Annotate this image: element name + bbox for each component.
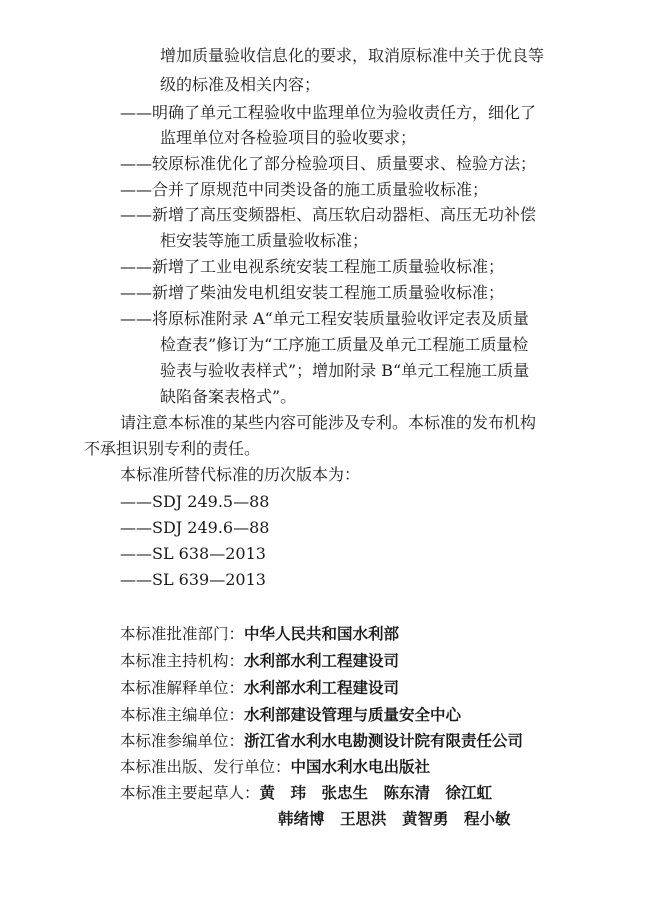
change-item-wrap: 缺陷备案表格式”。: [160, 387, 297, 406]
metadata-row-publisher: [120, 757, 430, 777]
change-item: ——较原标准优化了部分检验项目、质量要求、检验方法；: [120, 154, 537, 173]
metadata-row-participating: [120, 731, 523, 751]
metadata-value: 水利部水利工程建设司: [244, 652, 400, 670]
superseded-version: ——SDJ 249.5—88: [120, 492, 270, 511]
metadata-value: 浙江省水利水电勘测设计院有限责任公司: [244, 732, 524, 750]
change-item-continued-line: 增加质量验收信息化的要求，取消原标准中关于优良等: [160, 46, 545, 65]
change-item-wrap: 监理单位对各检验项目的验收要求；: [160, 128, 417, 147]
change-item-wrap: 柜安装等施工质量验收标准；: [160, 231, 369, 250]
metadata-value: 中国水利水电出版社: [290, 758, 431, 776]
metadata-row-chief-editor: [120, 705, 461, 725]
metadata-value: 黄 玮 张忠生 陈东清 徐江虹: [259, 784, 493, 802]
metadata-label: 本标准参编单位：: [120, 732, 245, 750]
metadata-row-drafters: [120, 783, 492, 803]
patent-notice-line: 请注意本标准的某些内容可能涉及专利。本标准的发布机构: [120, 413, 537, 432]
change-item: ——新增了柴油发电机组安装工程施工质量验收标准；: [120, 283, 505, 302]
change-item-wrap: 检查表”修订为“工序施工质量及单元工程施工质量检: [160, 335, 529, 354]
metadata-label: 本标准主要起草人：: [120, 784, 260, 802]
patent-notice-line: 不承担识别专利的责任。: [84, 439, 261, 458]
metadata-value: 中华人民共和国水利部: [244, 625, 400, 643]
change-item: ——明确了单元工程验收中监理单位为验收责任方，细化了: [120, 103, 537, 122]
metadata-label: 本标准解释单位：: [120, 679, 245, 697]
drafters-continued: 韩绪博 王思洪 黄智勇 程小敏: [278, 810, 511, 828]
superseded-heading: 本标准所替代标准的历次版本为：: [120, 465, 361, 484]
superseded-version: ——SDJ 249.6—88: [120, 518, 270, 537]
change-item: ——新增了高压变频器柜、高压软启动器柜、高压无功补偿: [120, 205, 537, 224]
metadata-value: 水利部建设管理与质量安全中心: [244, 706, 462, 724]
metadata-row-interpretation: [120, 678, 399, 698]
change-item-continued-line: 级的标准及相关内容；: [160, 75, 321, 94]
metadata-label: 本标准出版、发行单位：: [120, 758, 291, 776]
change-item-wrap: 验表与验收表样式”；增加附录 B“单元工程施工质量: [160, 361, 530, 380]
superseded-version: ——SL 639—2013: [120, 570, 266, 589]
change-item: ——新增了工业电视系统安装工程施工质量验收标准；: [120, 257, 505, 276]
change-item: ——将原标准附录 A“单元工程安装质量验收评定表及质量: [120, 309, 529, 328]
superseded-version: ——SL 638—2013: [120, 544, 266, 563]
metadata-label: 本标准主编单位：: [120, 706, 245, 724]
metadata-label: 本标准主持机构：: [120, 652, 245, 670]
metadata-label: 本标准批准部门：: [120, 625, 245, 643]
metadata-row-approval: [120, 624, 399, 644]
metadata-value: 水利部水利工程建设司: [244, 679, 400, 697]
change-item: ——合并了原规范中同类设备的施工质量验收标准；: [120, 180, 489, 199]
metadata-row-host: [120, 651, 399, 671]
